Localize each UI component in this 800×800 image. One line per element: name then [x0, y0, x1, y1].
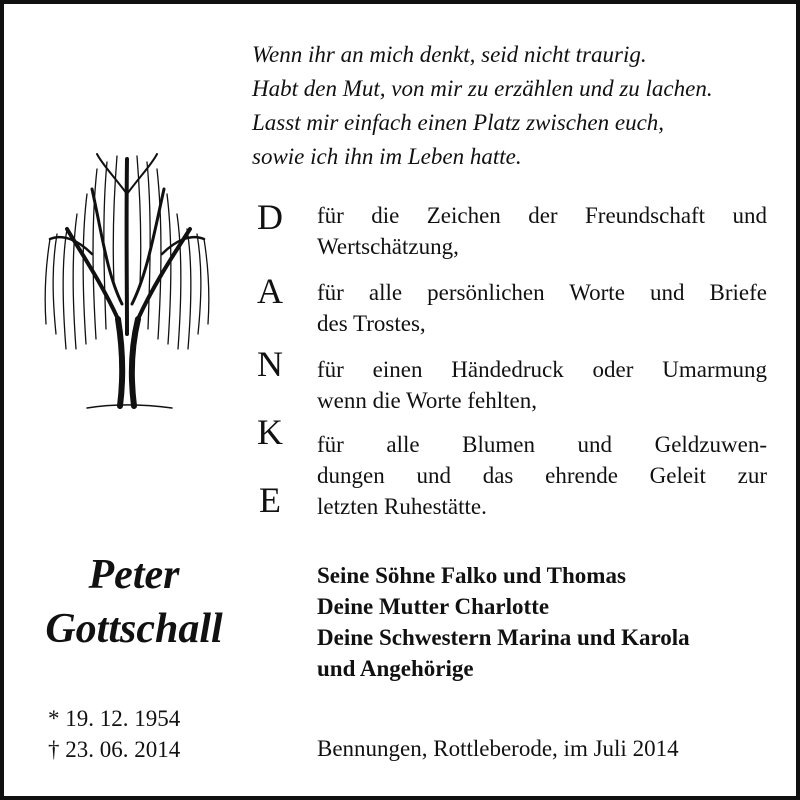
death-date: † 23. 06. 2014 — [48, 737, 181, 762]
thanks-line: für alle Blumen und Geldzuwen- — [317, 432, 767, 457]
thanks-line: für alle persönlichen Worte und Briefe — [317, 280, 767, 305]
danke-letter: D — [257, 197, 283, 237]
thanks-line: für die Zeichen der Freundschaft und — [317, 203, 767, 228]
danke-letter: K — [257, 412, 283, 452]
weeping-willow-tree-icon — [32, 134, 222, 419]
thanks-line: letzten Ruhestätte. — [317, 494, 487, 519]
thanks-line: des Trostes, — [317, 311, 426, 336]
danke-letter: A — [257, 271, 283, 311]
family-signature — [317, 560, 787, 684]
poem-line: Wenn ihr an mich denkt, seid nicht traurig. — [252, 42, 647, 67]
thanks-line: dungen und das ehrende Geleit zur — [317, 463, 767, 488]
family-line: und Angehörige — [317, 656, 474, 681]
birth-date: * 19. 12. 1954 — [48, 706, 181, 731]
thanks-paragraph — [317, 200, 767, 262]
danke-letter: N — [257, 344, 283, 384]
place-and-date: Bennungen, Rottleberode, im Juli 2014 — [317, 736, 679, 761]
deceased-last-name: Gottschall — [45, 606, 223, 652]
poem — [252, 38, 792, 174]
poem-line: Lasst mir einfach einen Platz zwischen euch, — [252, 110, 665, 135]
thanks-paragraph — [317, 429, 767, 522]
thanks-line: wenn die Worte fehlten, — [317, 388, 537, 413]
poem-line: sowie ich ihn im Leben hatte. — [252, 144, 522, 169]
deceased-first-name: Peter — [88, 552, 180, 598]
danke-letter: E — [259, 480, 281, 520]
family-line: Deine Schwestern Marina und Karola — [317, 625, 690, 650]
family-line: Deine Mutter Charlotte — [317, 594, 550, 619]
thanks-paragraph — [317, 354, 767, 416]
thanks-paragraph — [317, 277, 767, 339]
poem-line: Habt den Mut, von mir zu erzählen und zu lachen. — [252, 76, 713, 101]
thanks-line: für einen Händedruck oder Umarmung — [317, 357, 767, 382]
thanks-line: Wertschätzung, — [317, 234, 459, 259]
family-line: Seine Söhne Falko und Thomas — [317, 563, 626, 588]
